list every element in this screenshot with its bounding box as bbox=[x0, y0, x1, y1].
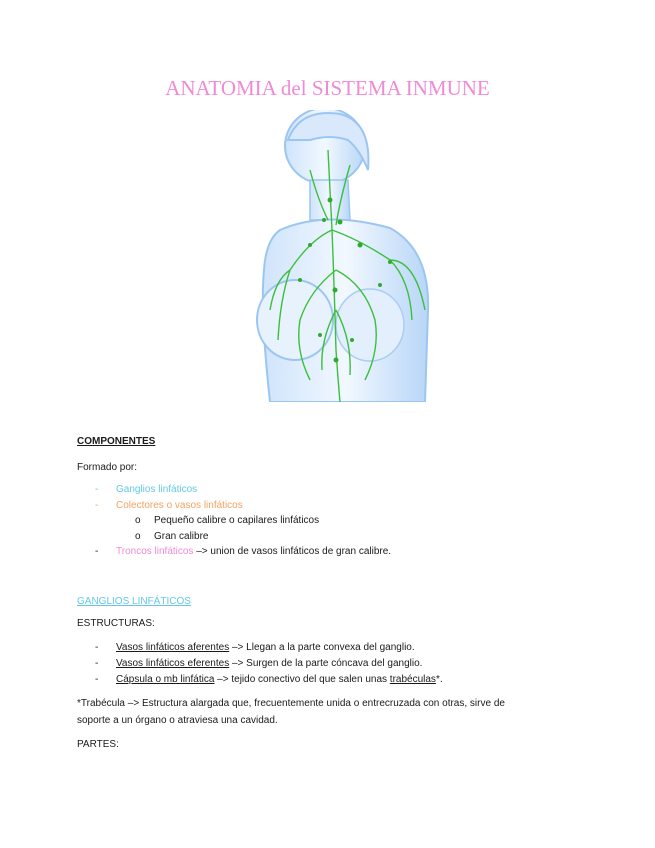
list-item-ganglios: Ganglios linfáticos bbox=[116, 484, 198, 495]
eferentes-desc: –> Surgen de la parte cóncava del ganglio. bbox=[229, 658, 423, 669]
eferentes-label: Vasos linfáticos eferentes bbox=[116, 658, 230, 669]
bullet-dash: - bbox=[95, 546, 99, 557]
list-item-colectores: Colectores o vasos linfáticos bbox=[116, 500, 243, 511]
bullet-dash: - bbox=[95, 500, 99, 511]
aferentes-label: Vasos linfáticos aferentes bbox=[116, 642, 230, 653]
sub-item-pequeno-calibre: Pequeño calibre o capilares linfáticos bbox=[154, 515, 320, 526]
sub-item-gran-calibre: Gran calibre bbox=[154, 531, 209, 542]
bullet-dash: - bbox=[95, 484, 99, 495]
lymphatic-system-illustration bbox=[240, 110, 435, 402]
capsula-desc: –> tejido conectivo del que salen unas bbox=[214, 674, 390, 685]
note-line-1: *Trabécula –> Estructura alargada que, frecuentemente unida o entrecruzada con otras, sirve de bbox=[77, 698, 505, 709]
estructuras-label: ESTRUCTURAS: bbox=[77, 618, 155, 629]
troncos-desc: –> union de vasos linfáticos de gran calibre. bbox=[193, 546, 392, 557]
list-item-troncos bbox=[116, 546, 391, 557]
troncos-label: Troncos linfáticos bbox=[116, 546, 194, 557]
list-item-eferentes bbox=[116, 658, 422, 669]
section-heading-ganglios: GANGLIOS LINFÁTICOS bbox=[77, 596, 191, 607]
bullet-dash: - bbox=[95, 658, 99, 669]
bullet-circle: o bbox=[135, 531, 141, 542]
capsula-label: Cápsula o mb linfática bbox=[116, 674, 215, 685]
note-line-2: soporte a un órgano o atraviesa una cavidad. bbox=[77, 715, 278, 726]
list-item-aferentes bbox=[116, 642, 415, 653]
page-title: ANATOMIA del SISTEMA INMUNE bbox=[165, 76, 490, 100]
bullet-dash: - bbox=[95, 674, 99, 685]
trabeculas-term: trabéculas bbox=[389, 674, 436, 685]
bullet-circle: o bbox=[135, 515, 141, 526]
partes-label: PARTES: bbox=[77, 739, 119, 750]
bullet-dash: - bbox=[95, 642, 99, 653]
list-item-capsula bbox=[116, 674, 443, 685]
intro-text: Formado por: bbox=[77, 462, 138, 473]
aferentes-desc: –> Llegan a la parte convexa del ganglio. bbox=[229, 642, 415, 653]
section-heading-componentes: COMPONENTES bbox=[77, 436, 156, 447]
capsula-end: *. bbox=[435, 674, 443, 685]
